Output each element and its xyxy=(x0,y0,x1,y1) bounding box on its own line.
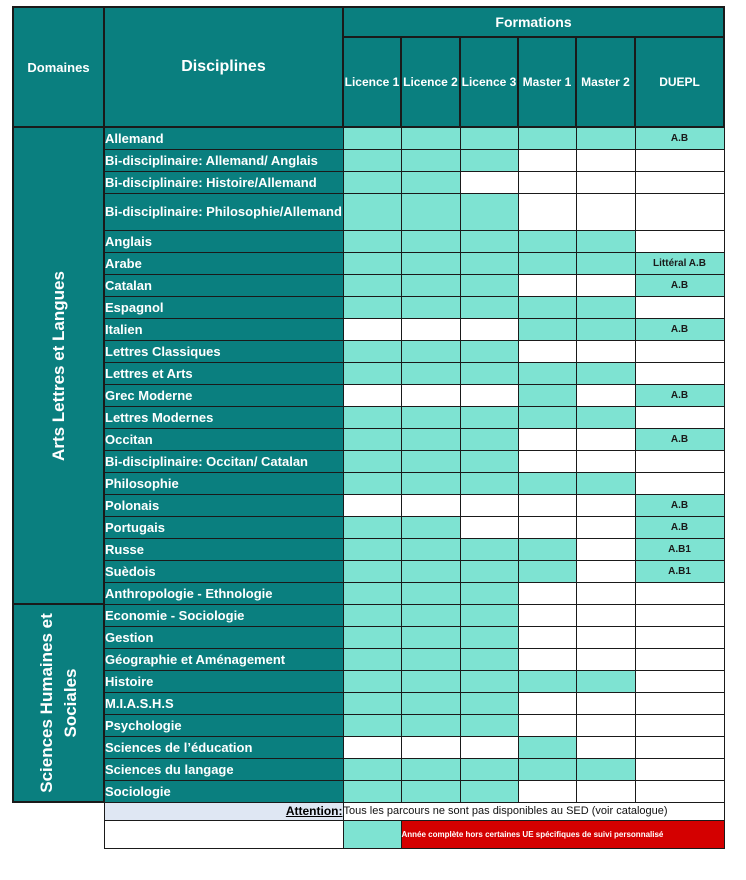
duepl-cell xyxy=(635,472,724,494)
duepl-cell xyxy=(635,736,724,758)
discipline-name: Sciences du langage xyxy=(104,758,343,780)
availability-cell xyxy=(460,149,518,171)
table-row xyxy=(13,736,724,758)
availability-cell xyxy=(518,340,576,362)
domain-label-line-2: Sociales xyxy=(60,668,80,738)
availability-cell xyxy=(401,193,460,230)
availability-cell xyxy=(460,758,518,780)
duepl-cell: A.B xyxy=(635,516,724,538)
header-master-2: Master 2 xyxy=(576,37,635,127)
availability-cell xyxy=(576,494,635,516)
availability-cell xyxy=(401,516,460,538)
duepl-cell: A.B xyxy=(635,127,724,149)
availability-cell xyxy=(576,736,635,758)
availability-cell xyxy=(343,670,401,692)
availability-cell xyxy=(460,538,518,560)
domain-label-line-1: Sciences Humaines et xyxy=(36,613,56,793)
discipline-name: Bi-disciplinaire: Philosophie/Allemand xyxy=(104,193,343,230)
availability-cell xyxy=(518,362,576,384)
availability-cell xyxy=(576,274,635,296)
availability-cell xyxy=(401,406,460,428)
discipline-name: Bi-disciplinaire: Occitan/ Catalan xyxy=(104,450,343,472)
availability-cell xyxy=(576,193,635,230)
availability-cell xyxy=(576,472,635,494)
table-row xyxy=(13,626,724,648)
duepl-cell xyxy=(635,230,724,252)
availability-cell xyxy=(576,714,635,736)
table-row xyxy=(13,296,724,318)
domain-cell-1 xyxy=(13,604,104,802)
table-row xyxy=(13,274,724,296)
table-row xyxy=(13,758,724,780)
availability-cell xyxy=(401,648,460,670)
availability-cell xyxy=(343,384,401,406)
discipline-name: Occitan xyxy=(104,428,343,450)
duepl-cell xyxy=(635,714,724,736)
discipline-name: Sciences de l’éducation xyxy=(104,736,343,758)
availability-cell xyxy=(576,450,635,472)
availability-cell xyxy=(576,149,635,171)
duepl-cell: A.B xyxy=(635,274,724,296)
table-row xyxy=(13,127,724,149)
availability-cell xyxy=(460,171,518,193)
discipline-name: Italien xyxy=(104,318,343,340)
availability-cell xyxy=(518,127,576,149)
availability-cell xyxy=(518,171,576,193)
duepl-cell: A.B xyxy=(635,384,724,406)
availability-cell xyxy=(576,582,635,604)
availability-cell xyxy=(401,582,460,604)
availability-cell xyxy=(401,230,460,252)
table-row xyxy=(13,560,724,582)
table-row xyxy=(13,648,724,670)
availability-cell xyxy=(401,340,460,362)
discipline-name: Allemand xyxy=(104,127,343,149)
availability-cell xyxy=(401,538,460,560)
duepl-cell xyxy=(635,406,724,428)
availability-cell xyxy=(460,560,518,582)
table-row xyxy=(13,472,724,494)
availability-cell xyxy=(343,340,401,362)
discipline-name: Bi-disciplinaire: Allemand/ Anglais xyxy=(104,149,343,171)
discipline-name: Polonais xyxy=(104,494,343,516)
availability-cell xyxy=(460,318,518,340)
discipline-name: M.I.A.S.H.S xyxy=(104,692,343,714)
duepl-cell xyxy=(635,648,724,670)
availability-cell xyxy=(518,230,576,252)
availability-cell xyxy=(343,362,401,384)
table-row xyxy=(13,604,724,626)
duepl-cell xyxy=(635,692,724,714)
availability-cell xyxy=(343,538,401,560)
availability-cell xyxy=(518,384,576,406)
discipline-name: Anglais xyxy=(104,230,343,252)
availability-cell xyxy=(401,736,460,758)
availability-cell xyxy=(576,362,635,384)
availability-cell xyxy=(576,127,635,149)
header-domaines: Domaines xyxy=(13,7,104,127)
availability-cell xyxy=(343,171,401,193)
availability-cell xyxy=(460,626,518,648)
table-row xyxy=(13,406,724,428)
discipline-name: Géographie et Aménagement xyxy=(104,648,343,670)
legend-empty-cell xyxy=(104,820,343,848)
availability-cell xyxy=(343,230,401,252)
duepl-cell xyxy=(635,149,724,171)
availability-cell xyxy=(518,193,576,230)
availability-cell xyxy=(518,604,576,626)
table-row xyxy=(13,538,724,560)
availability-cell xyxy=(343,296,401,318)
duepl-cell xyxy=(635,626,724,648)
availability-cell xyxy=(343,736,401,758)
attention-label: Attention: xyxy=(104,802,343,820)
availability-cell xyxy=(343,626,401,648)
availability-cell xyxy=(401,362,460,384)
discipline-name: Lettres et Arts xyxy=(104,362,343,384)
availability-cell xyxy=(518,149,576,171)
availability-cell xyxy=(460,274,518,296)
discipline-name: Grec Moderne xyxy=(104,384,343,406)
header-disciplines: Disciplines xyxy=(104,7,343,127)
availability-cell xyxy=(401,670,460,692)
availability-cell xyxy=(460,692,518,714)
availability-cell xyxy=(460,127,518,149)
duepl-cell: A.B xyxy=(635,428,724,450)
availability-cell xyxy=(518,538,576,560)
discipline-name: Gestion xyxy=(104,626,343,648)
availability-cell xyxy=(401,127,460,149)
availability-cell xyxy=(343,758,401,780)
legend-red-note: Année complète hors certaines UE spécifiques de suivi personnalisé xyxy=(401,820,724,848)
header-licence-1: Licence 1 xyxy=(343,37,401,127)
header-master-1: Master 1 xyxy=(518,37,576,127)
availability-cell xyxy=(518,714,576,736)
header-licence-2: Licence 2 xyxy=(401,37,460,127)
table-row xyxy=(13,384,724,406)
availability-cell xyxy=(460,648,518,670)
availability-cell xyxy=(576,252,635,274)
availability-cell xyxy=(401,171,460,193)
availability-cell xyxy=(518,296,576,318)
availability-cell xyxy=(576,626,635,648)
availability-cell xyxy=(460,494,518,516)
availability-cell xyxy=(343,274,401,296)
table-row xyxy=(13,516,724,538)
duepl-cell xyxy=(635,758,724,780)
availability-cell xyxy=(460,428,518,450)
availability-cell xyxy=(518,318,576,340)
header-formations: Formations xyxy=(343,7,724,37)
discipline-name: Bi-disciplinaire: Histoire/Allemand xyxy=(104,171,343,193)
availability-cell xyxy=(343,127,401,149)
discipline-name: Lettres Classiques xyxy=(104,340,343,362)
availability-cell xyxy=(518,516,576,538)
availability-cell xyxy=(343,472,401,494)
duepl-cell: Littéral A.B xyxy=(635,252,724,274)
duepl-cell xyxy=(635,296,724,318)
duepl-cell: A.B xyxy=(635,494,724,516)
table-row xyxy=(13,428,724,450)
duepl-cell xyxy=(635,340,724,362)
duepl-cell xyxy=(635,604,724,626)
discipline-name: Anthropologie - Ethnologie xyxy=(104,582,343,604)
availability-cell xyxy=(401,274,460,296)
availability-cell xyxy=(460,362,518,384)
discipline-name: Sociologie xyxy=(104,780,343,802)
availability-cell xyxy=(343,406,401,428)
availability-cell xyxy=(401,692,460,714)
duepl-cell: A.B1 xyxy=(635,560,724,582)
availability-cell xyxy=(401,318,460,340)
availability-cell xyxy=(460,230,518,252)
availability-cell xyxy=(576,692,635,714)
availability-cell xyxy=(401,780,460,802)
duepl-cell xyxy=(635,171,724,193)
availability-cell xyxy=(401,560,460,582)
availability-cell xyxy=(343,780,401,802)
availability-cell xyxy=(460,604,518,626)
duepl-cell xyxy=(635,670,724,692)
availability-cell xyxy=(576,428,635,450)
table-row xyxy=(13,171,724,193)
table-row xyxy=(13,780,724,802)
availability-cell xyxy=(460,450,518,472)
availability-cell xyxy=(518,252,576,274)
availability-cell xyxy=(518,560,576,582)
availability-cell xyxy=(576,516,635,538)
availability-cell xyxy=(518,406,576,428)
availability-cell xyxy=(343,604,401,626)
availability-cell xyxy=(460,780,518,802)
discipline-name: Suèdois xyxy=(104,560,343,582)
discipline-name: Catalan xyxy=(104,274,343,296)
availability-cell xyxy=(576,318,635,340)
table-body xyxy=(13,127,724,802)
discipline-name: Lettres Modernes xyxy=(104,406,343,428)
table-row xyxy=(13,494,724,516)
duepl-cell xyxy=(635,193,724,230)
availability-cell xyxy=(460,193,518,230)
availability-cell xyxy=(518,582,576,604)
table-row xyxy=(13,318,724,340)
availability-cell xyxy=(576,758,635,780)
availability-cell xyxy=(576,296,635,318)
availability-cell xyxy=(460,340,518,362)
availability-cell xyxy=(401,252,460,274)
availability-cell xyxy=(401,296,460,318)
table-row xyxy=(13,230,724,252)
domain-label xyxy=(35,613,83,793)
formations-table xyxy=(12,6,725,849)
availability-cell xyxy=(401,626,460,648)
availability-cell xyxy=(460,670,518,692)
attention-text: Tous les parcours ne sont pas disponibles au SED (voir catalogue) xyxy=(343,802,724,820)
duepl-cell xyxy=(635,780,724,802)
availability-cell xyxy=(518,736,576,758)
table-row xyxy=(13,193,724,230)
footer-blank-2 xyxy=(13,820,104,848)
availability-cell xyxy=(401,384,460,406)
availability-cell xyxy=(576,406,635,428)
availability-cell xyxy=(576,171,635,193)
availability-cell xyxy=(343,428,401,450)
availability-cell xyxy=(343,494,401,516)
availability-cell xyxy=(576,340,635,362)
footer-blank xyxy=(13,802,104,820)
availability-cell xyxy=(460,582,518,604)
availability-cell xyxy=(401,472,460,494)
header-licence-3: Licence 3 xyxy=(460,37,518,127)
domain-label: Arts Lettres et Langues xyxy=(48,270,68,461)
table-row xyxy=(13,340,724,362)
availability-cell xyxy=(576,384,635,406)
availability-cell xyxy=(518,758,576,780)
availability-cell xyxy=(460,736,518,758)
duepl-cell xyxy=(635,450,724,472)
table-row xyxy=(13,149,724,171)
availability-cell xyxy=(343,252,401,274)
availability-cell xyxy=(576,648,635,670)
availability-cell xyxy=(518,670,576,692)
availability-cell xyxy=(576,670,635,692)
duepl-cell xyxy=(635,582,724,604)
table-row xyxy=(13,670,724,692)
availability-cell xyxy=(518,450,576,472)
table-row xyxy=(13,362,724,384)
availability-cell xyxy=(401,428,460,450)
availability-cell xyxy=(576,230,635,252)
availability-cell xyxy=(343,149,401,171)
availability-cell xyxy=(518,648,576,670)
availability-cell xyxy=(401,758,460,780)
availability-cell xyxy=(518,428,576,450)
availability-cell xyxy=(576,604,635,626)
availability-cell xyxy=(460,406,518,428)
availability-cell xyxy=(401,714,460,736)
table-row xyxy=(13,450,724,472)
table-row xyxy=(13,714,724,736)
duepl-cell: A.B xyxy=(635,318,724,340)
availability-cell xyxy=(343,692,401,714)
availability-cell xyxy=(576,560,635,582)
discipline-name: Portugais xyxy=(104,516,343,538)
availability-cell xyxy=(401,494,460,516)
availability-cell xyxy=(518,780,576,802)
availability-cell xyxy=(518,494,576,516)
availability-cell xyxy=(460,384,518,406)
duepl-cell: A.B1 xyxy=(635,538,724,560)
availability-cell xyxy=(576,538,635,560)
availability-cell xyxy=(460,296,518,318)
legend-available-swatch xyxy=(343,820,401,848)
availability-cell xyxy=(343,318,401,340)
availability-cell xyxy=(343,648,401,670)
availability-cell xyxy=(343,582,401,604)
availability-cell xyxy=(401,450,460,472)
duepl-cell xyxy=(635,362,724,384)
availability-cell xyxy=(343,193,401,230)
availability-cell xyxy=(343,450,401,472)
availability-cell xyxy=(343,560,401,582)
availability-cell xyxy=(518,692,576,714)
availability-cell xyxy=(460,516,518,538)
discipline-name: Arabe xyxy=(104,252,343,274)
discipline-name: Russe xyxy=(104,538,343,560)
availability-cell xyxy=(401,604,460,626)
table-row xyxy=(13,252,724,274)
domain-cell-0 xyxy=(13,127,104,604)
discipline-name: Economie - Sociologie xyxy=(104,604,343,626)
availability-cell xyxy=(576,780,635,802)
discipline-name: Philosophie xyxy=(104,472,343,494)
availability-cell xyxy=(460,472,518,494)
availability-cell xyxy=(401,149,460,171)
header-duepl: DUEPL xyxy=(635,37,724,127)
availability-cell xyxy=(343,714,401,736)
discipline-name: Psychologie xyxy=(104,714,343,736)
availability-cell xyxy=(343,516,401,538)
table-row xyxy=(13,692,724,714)
availability-cell xyxy=(460,252,518,274)
availability-cell xyxy=(518,274,576,296)
availability-cell xyxy=(518,626,576,648)
discipline-name: Histoire xyxy=(104,670,343,692)
availability-cell xyxy=(518,472,576,494)
availability-cell xyxy=(460,714,518,736)
table-row xyxy=(13,582,724,604)
discipline-name: Espagnol xyxy=(104,296,343,318)
